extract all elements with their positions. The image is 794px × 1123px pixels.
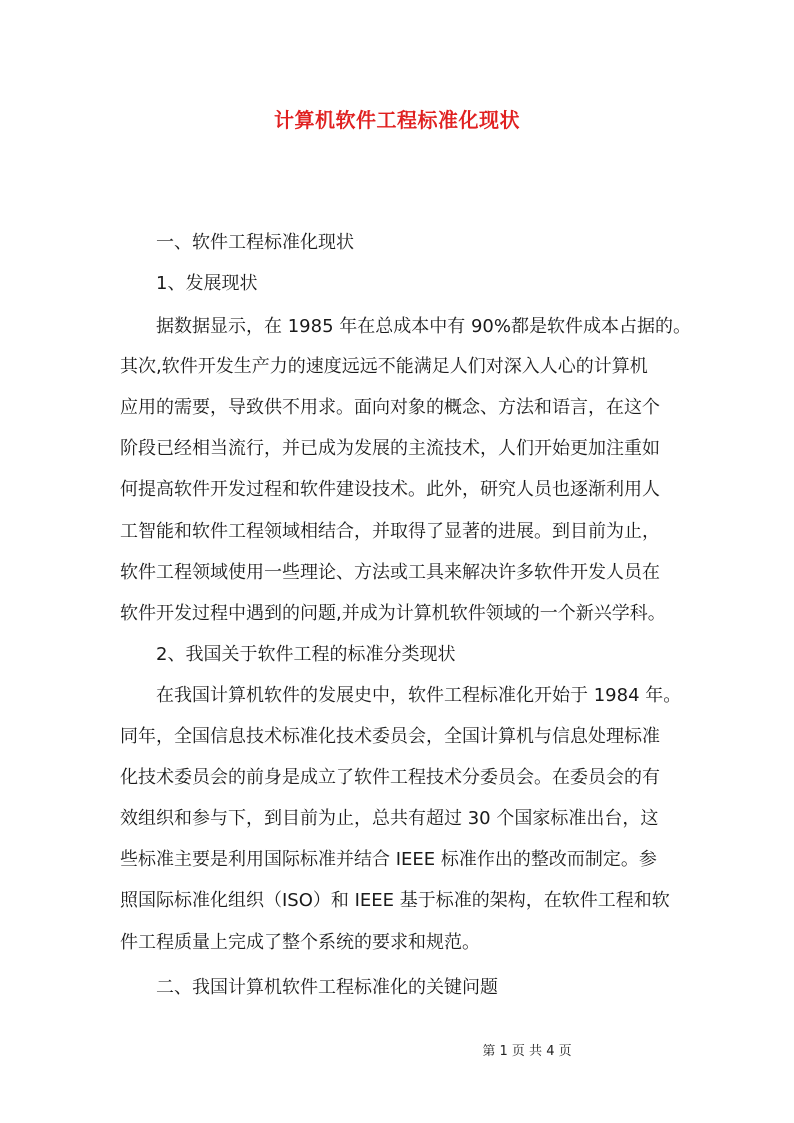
heading-section-1: 一、软件工程标准化现状 [156, 232, 354, 253]
paragraph-line: 照国际标准化组织（ISO）和 IEEE 基于标准的架构，在软件工程和软 [120, 890, 670, 911]
paragraph-line: 化技术委员会的前身是成立了软件工程技术分委员会。在委员会的有 [120, 767, 660, 788]
paragraph-line: 软件工程领域使用一些理论、方法或工具来解决许多软件开发人员在 [120, 562, 660, 583]
paragraph-line: 软件开发过程中遇到的问题,并成为计算机软件领域的一个新兴学科。 [120, 603, 666, 624]
paragraph-line: 据数据显示，在 1985 年在总成本中有 90%都是软件成本占据的。 [156, 316, 691, 337]
heading-subsection-1: 1、发展现状 [156, 273, 258, 294]
heading-section-2: 二、我国计算机软件工程标准化的关键问题 [156, 977, 498, 998]
paragraph-line: 阶段已经相当流行，并已成为发展的主流技术，人们开始更加注重如 [120, 438, 660, 459]
document-title: 计算机软件工程标准化现状 [274, 108, 520, 132]
paragraph-line: 些标准主要是利用国际标准并结合 IEEE 标准作出的整改而制定。参 [120, 849, 657, 870]
paragraph-line: 应用的需要，导致供不用求。面向对象的概念、方法和语言，在这个 [120, 397, 660, 418]
paragraph-line: 件工程质量上完成了整个系统的要求和规范。 [120, 932, 480, 953]
paragraph-line: 同年，全国信息技术标准化技术委员会，全国计算机与信息处理标准 [120, 726, 660, 747]
paragraph-line: 工智能和软件工程领域相结合，并取得了显著的进展。到目前为止， [120, 521, 660, 542]
paragraph-line: 何提高软件开发过程和软件建设技术。此外，研究人员也逐渐利用人 [120, 479, 660, 500]
paragraph-line: 其次,软件开发生产力的速度远远不能满足人们对深入人心的计算机 [120, 356, 648, 377]
page-footer: 第 1 页 共 4 页 [482, 1044, 572, 1059]
paragraph-line: 在我国计算机软件的发展史中，软件工程标准化开始于 1984 年。 [156, 685, 682, 706]
heading-subsection-2: 2、我国关于软件工程的标准分类现状 [156, 644, 456, 665]
paragraph-line: 效组织和参与下，到目前为止，总共有超过 30 个国家标准出台，这 [120, 808, 659, 829]
